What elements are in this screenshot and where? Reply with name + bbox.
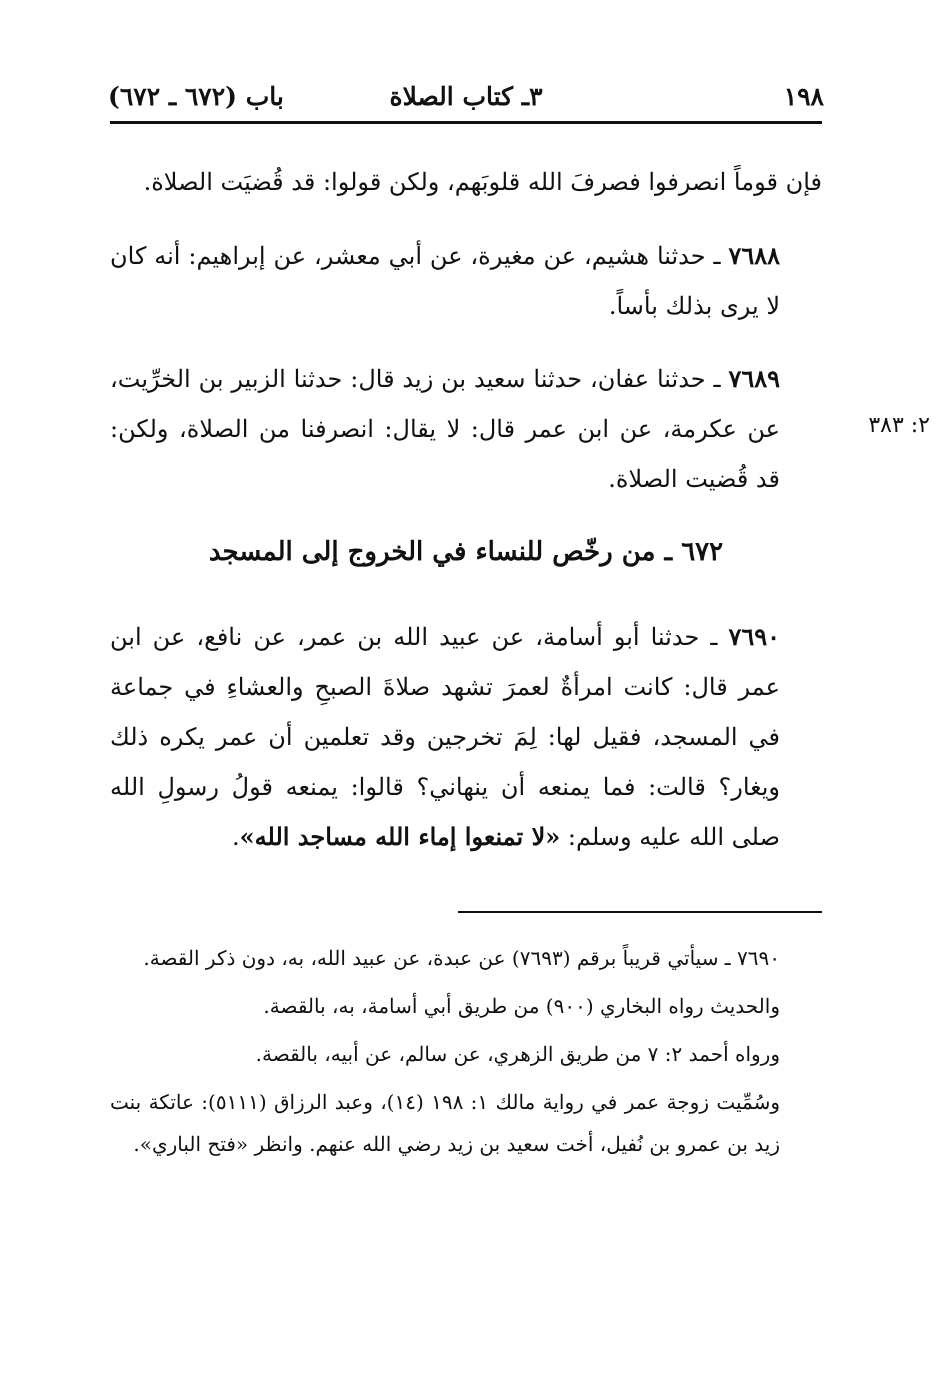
hadith-7689 [110, 354, 822, 504]
footnote-3: ورواه أحمد ٢: ٧ من طريق الزهري، عن سالم، عن أبيه، بالقصة. [255, 1042, 780, 1066]
footnote-2: والحديث رواه البخاري (٩٠٠) من طريق أبي أسامة، به، بالقصة. [263, 994, 780, 1018]
margin-reference: ٢: ٣٨٣ [868, 413, 930, 438]
hadith-text: ـ حدثنا عفان، حدثنا سعيد بن زيد قال: حدثنا الزبير بن الخرِّيت، عن عكرمة، عن ابن عمر قال: لا يقال: انصرفنا من الصلاة، ولكن: قد قُضيت الصلاة. [110, 365, 780, 493]
intro-paragraph [110, 157, 822, 207]
hadith-7690 [110, 612, 822, 862]
section-range: باب (٦٧٢ ـ ٦٧٢) [108, 82, 284, 111]
page-number: ١٩٨ [783, 82, 824, 111]
hadith-number: ٧٦٨٨ [728, 241, 780, 270]
footnote-4: وسُمِّيت زوجة عمر في رواية مالك ١: ١٩٨ (١٤)، وعبد الرزاق (٥١١١): عاتكة بنت زيد بن عمرو بن نُفيل، أخت سعيد بن زيد رضي الله عنهم. وانظر «فتح الباري». [110, 1090, 780, 1156]
footnote-rule [458, 911, 822, 913]
page-header [108, 78, 824, 118]
hadith-end: . [232, 823, 240, 851]
hadith-number: ٧٦٨٩ [728, 364, 780, 393]
footnote-1: ٧٦٩٠ ـ سيأتي قريباً برقم (٧٦٩٣) عن عبدة، عن عبيد الله، به، دون ذكر القصة. [143, 946, 780, 970]
prophetic-quote: «لا تمنعوا إماء الله مساجد الله» [239, 822, 561, 851]
hadith-7688 [110, 231, 822, 331]
intro-line: فإن قوماً انصرفوا فصرفَ الله قلوبَهم، ولكن قولوا: قد قُضيَت الصلاة. [143, 168, 822, 196]
hadith-number: ٧٦٩٠ [728, 622, 780, 651]
chapter-title: ٣ـ كتاب الصلاة [389, 82, 543, 111]
hadith-text: ـ حدثنا هشيم، عن مغيرة، عن أبي معشر، عن إبراهيم: أنه كان لا يرى بذلك بأساً. [110, 242, 780, 320]
footnotes [110, 937, 822, 1165]
chapter-heading: ٦٧٢ ـ من رخّص للنساء في الخروج إلى المسجد [208, 537, 724, 567]
header-rule [110, 121, 822, 124]
hadith-text: ـ حدثنا أبو أسامة، عن عبيد الله بن عمر، عن نافع، عن ابن عمر قال: كانت امرأةٌ لعمرَ تشهد صلاةَ الصبحِ والعشاءِ في جماعة في المسجد، فقيل لها: لِمَ تخرجين وقد تعلمين أن عمر يكره ذلك ويغار؟ قالت: فما يمنعه أن ينهاني؟ قالوا: يمنعه قولُ رسولِ الله صلى الله عليه وسلم: [110, 623, 780, 851]
